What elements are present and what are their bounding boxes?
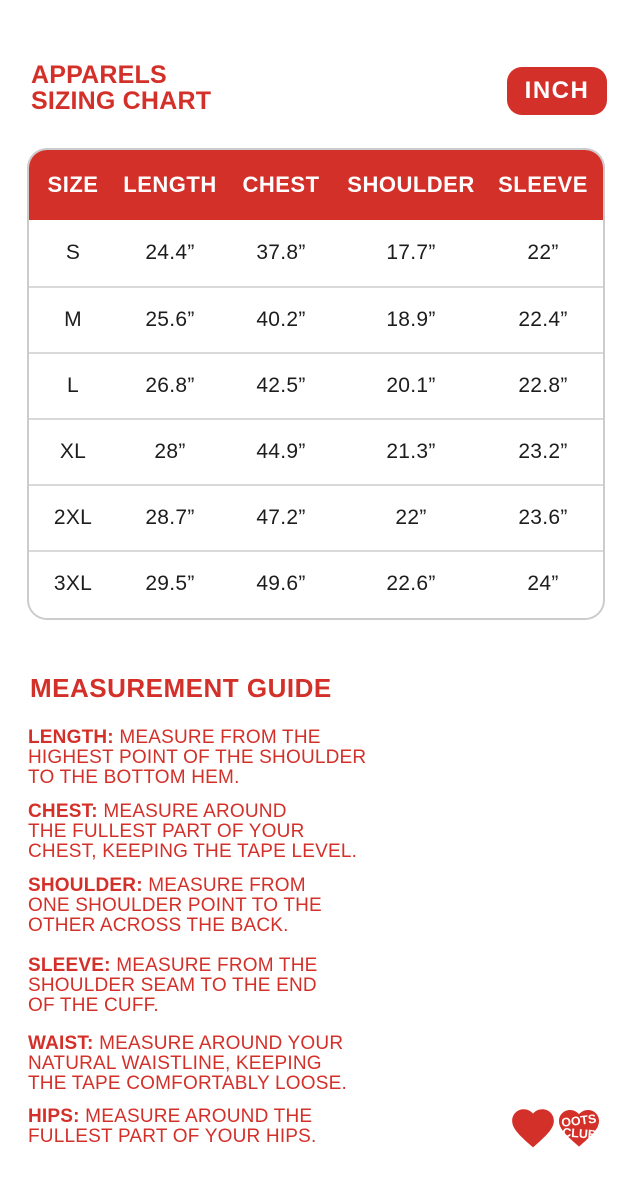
guide-line: FULLEST PART OF YOUR HIPS.	[28, 1126, 317, 1147]
table-row	[29, 550, 603, 616]
table-row	[29, 352, 603, 418]
guide-heading: MEASUREMENT GUIDE	[30, 673, 332, 703]
table-header-row	[29, 150, 603, 220]
guide-item	[28, 876, 448, 936]
measurement-cell: 22.8”	[518, 374, 568, 397]
measurement-cell: 21.3”	[386, 440, 436, 463]
measurement-cell: 18.9”	[386, 308, 436, 331]
measurement-cell: 25.6”	[145, 308, 195, 331]
table-row	[29, 484, 603, 550]
size-cell: L	[67, 374, 79, 397]
guide-item-label: SHOULDER:	[28, 875, 143, 896]
guide-line: HIGHEST POINT OF THE SHOULDER	[28, 747, 367, 768]
logo-word-top: OOTS	[560, 1111, 598, 1130]
header-cell-chest: CHEST	[242, 172, 320, 197]
page-title	[31, 62, 211, 114]
size-cell: 3XL	[53, 572, 93, 595]
guide-line: OF THE CUFF.	[28, 995, 159, 1016]
measurement-cell: 44.9”	[256, 440, 306, 463]
measurement-cell: 47.2”	[256, 506, 306, 529]
guide-line: MEASURE FROM THE	[116, 955, 318, 976]
guide-line: MEASURE FROM THE	[119, 727, 321, 748]
size-cell: XL	[59, 440, 87, 463]
page-title-line-2: SIZING CHART	[31, 87, 212, 115]
guide-item	[28, 956, 448, 1016]
guide-item-label: CHEST:	[28, 801, 98, 822]
measurement-cell: 37.8”	[256, 241, 306, 264]
guide-line: MEASURE AROUND YOUR	[99, 1033, 344, 1054]
measurement-cell: 22.4”	[518, 308, 568, 331]
guide-items	[28, 728, 448, 1147]
header-cell-shoulder: SHOULDER	[347, 172, 475, 197]
sizing-table	[27, 148, 605, 620]
guide-item-label: WAIST:	[28, 1033, 94, 1054]
measurement-cell: 22”	[395, 506, 427, 529]
measurement-cell: 49.6”	[256, 572, 306, 595]
measurement-cell: 40.2”	[256, 308, 306, 331]
measurement-cell: 24”	[527, 572, 559, 595]
guide-line: TO THE BOTTOM HEM.	[28, 767, 240, 788]
header-cell-length: LENGTH	[123, 172, 217, 197]
measurement-cell: 22”	[527, 241, 559, 264]
header-cell-size: SIZE	[47, 172, 99, 197]
oots-club-heart-icon	[555, 1104, 603, 1150]
heart-icon	[508, 1104, 558, 1150]
guide-line: OTHER ACROSS THE BACK.	[28, 915, 289, 936]
measurement-guide	[28, 674, 448, 1161]
measurement-cell: 17.7”	[386, 241, 436, 264]
measurement-cell: 20.1”	[386, 374, 436, 397]
size-cell: 2XL	[53, 506, 93, 529]
unit-badge	[507, 67, 607, 115]
guide-line: SHOULDER SEAM TO THE END	[28, 975, 317, 996]
guide-item	[28, 1034, 448, 1094]
page-title-line-1: APPARELS	[31, 61, 167, 89]
measurement-cell: 22.6”	[386, 572, 436, 595]
guide-item-label: HIPS:	[28, 1106, 80, 1127]
guide-line: ONE SHOULDER POINT TO THE	[28, 895, 322, 916]
measurement-cell: 24.4”	[145, 241, 195, 264]
table-row	[29, 286, 603, 352]
measurement-cell: 23.2”	[518, 440, 568, 463]
table-row	[29, 418, 603, 484]
measurement-cell: 28.7”	[145, 506, 195, 529]
logo-word-bottom: CLUB	[561, 1125, 598, 1142]
unit-badge-label: INCH	[524, 77, 590, 104]
guide-line: NATURAL WAISTLINE, KEEPING	[28, 1053, 322, 1074]
guide-item	[28, 802, 448, 862]
measurement-cell: 29.5”	[145, 572, 195, 595]
guide-item-label: LENGTH:	[28, 727, 114, 748]
brand-logo	[508, 1104, 603, 1150]
size-cell: S	[65, 241, 81, 264]
header-cell-sleeve: SLEEVE	[498, 172, 588, 197]
guide-line: MEASURE AROUND	[103, 801, 287, 822]
measurement-cell: 28”	[154, 440, 186, 463]
guide-item	[28, 1107, 448, 1147]
guide-item-label: SLEEVE:	[28, 955, 111, 976]
measurement-cell: 26.8”	[145, 374, 195, 397]
table-body	[29, 220, 603, 616]
measurement-cell: 23.6”	[518, 506, 568, 529]
guide-line: THE TAPE COMFORTABLY LOOSE.	[28, 1073, 347, 1094]
table-row	[29, 220, 603, 286]
guide-line: THE FULLEST PART OF YOUR	[28, 821, 305, 842]
measurement-cell: 42.5”	[256, 374, 306, 397]
guide-line: MEASURE FROM	[148, 875, 306, 896]
guide-item	[28, 728, 448, 788]
size-cell: M	[64, 308, 82, 331]
guide-line: MEASURE AROUND THE	[85, 1106, 313, 1127]
guide-line: CHEST, KEEPING THE TAPE LEVEL.	[28, 841, 358, 862]
